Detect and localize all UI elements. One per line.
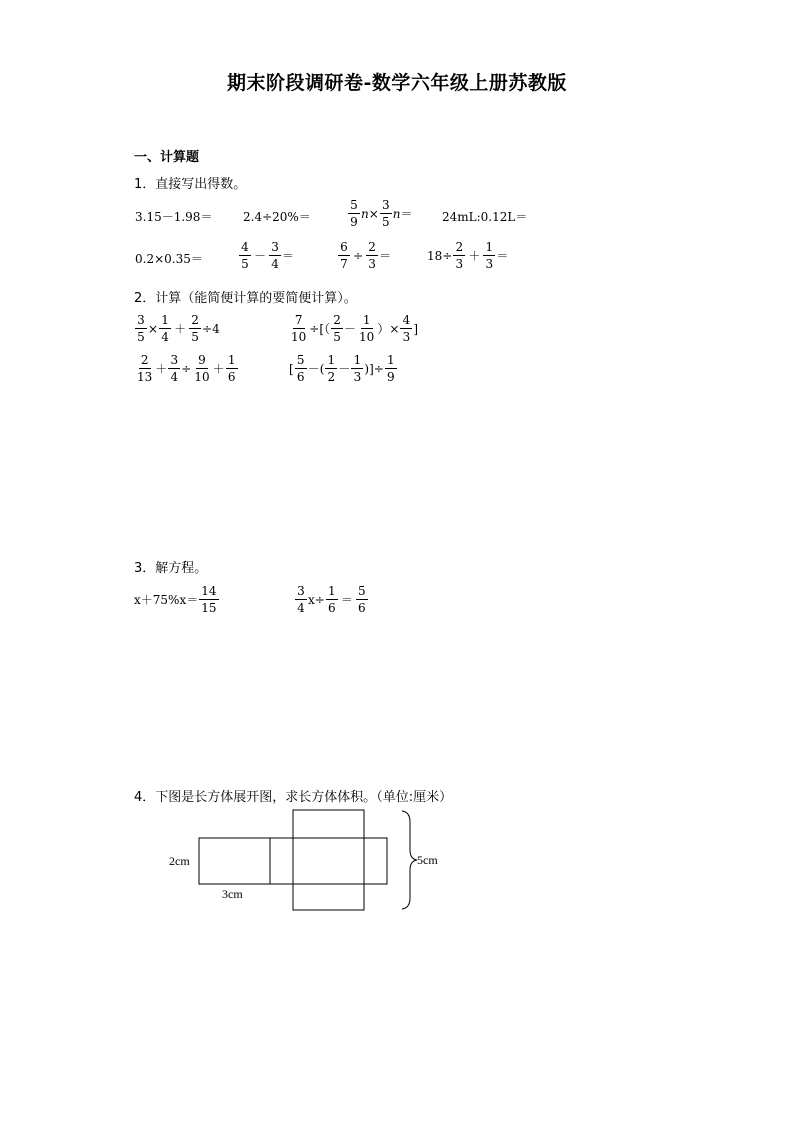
brace-icon [402, 811, 417, 909]
fraction: $\frac{1}{9}$ [385, 354, 397, 383]
q3-equation-1: x＋75%x＝ $\frac{14}{15}$ [134, 584, 217, 615]
q3-equation-2: $\frac{3}{4}$ x÷ $\frac{1}{6}$ ＝ $\frac{5}{6}$ [294, 585, 369, 614]
q2-expression-2: $\frac{7}{10}$ ÷[（ $\frac{2}{5}$ － $\frac{1}{10}$ ）× $\frac{4}{3}$ ] [291, 313, 419, 344]
fraction: $\frac{3}{4}$ [168, 354, 180, 383]
height-label: 2cm [169, 854, 190, 868]
page-title: 期末阶段调研卷-数学六年级上册苏教版 [227, 72, 567, 94]
fraction: $\frac{7}{10}$ [291, 313, 307, 344]
fraction: $\frac{1}{6}$ [326, 585, 338, 614]
fraction: $\frac{2}{5}$ [331, 314, 343, 343]
fraction: $\frac{14}{15}$ [201, 584, 217, 615]
fraction: $\frac{2}{3}$ [453, 241, 465, 270]
question-2-label: 2．计算（能简便计算的要简便计算）。 [134, 291, 357, 306]
fraction: $\frac{6}{7}$ [338, 241, 350, 270]
q2-expression-1: $\frac{3}{5}$ × $\frac{1}{4}$ ＋ $\frac{2}{5}$ ÷4 [134, 314, 220, 343]
fraction: $\frac{1}{2}$ [325, 354, 337, 383]
fraction: $\frac{4}{5}$ [239, 241, 251, 270]
fraction: $\frac{2}{3}$ [366, 241, 378, 270]
fraction: $\frac{5}{6}$ [295, 354, 307, 383]
width-label: 3cm [222, 887, 243, 901]
fraction: $\frac{3}{4}$ [269, 241, 281, 270]
fraction: $\frac{5}{6}$ [356, 585, 368, 614]
net-center-column [293, 810, 364, 910]
q1-item-h: 18÷ $\frac{2}{3}$ ＋ $\frac{1}{3}$ ＝ [427, 240, 509, 271]
q1-item-b: 2.4÷20%＝ [243, 210, 311, 224]
q1-item-g: $\frac{6}{7}$ ÷ $\frac{2}{3}$ ＝ [337, 241, 391, 270]
fraction: $\frac{1}{6}$ [226, 354, 238, 383]
fraction: $\frac{1}{4}$ [159, 314, 171, 343]
question-1-label: 1．直接写出得数。 [134, 177, 247, 192]
q1-item-c: $\frac{5}{9}$ n × $\frac{3}{5}$ n ＝ [347, 199, 413, 228]
question-3-label: 3．解方程。 [134, 561, 208, 576]
fraction: $\frac{2}{13}$ [137, 353, 153, 384]
q1-item-a: 3.15－1.98＝ [135, 210, 213, 224]
fraction: $\frac{1}{3}$ [483, 241, 495, 270]
fraction: $\frac{9}{10}$ [194, 353, 210, 384]
q1-item-e: 0.2×0.35＝ [135, 252, 203, 266]
fraction: $\frac{4}{3}$ [400, 314, 412, 343]
fraction: $\frac{3}{5}$ [380, 199, 392, 228]
fraction: $\frac{5}{9}$ [348, 199, 360, 228]
fraction: $\frac{3}{4}$ [295, 585, 307, 614]
question-4-label: 4．下图是长方体展开图，求长方体体积。（单位:厘米） [134, 790, 453, 805]
fraction: $\frac{3}{5}$ [135, 314, 147, 343]
fraction: $\frac{1}{10}$ [359, 313, 375, 344]
fraction: $\frac{1}{3}$ [351, 354, 363, 383]
q2-expression-3: $\frac{2}{13}$ ＋ $\frac{3}{4}$ ÷ $\frac{9}{10}$ ＋ $\frac{1}{6}$ [134, 354, 239, 383]
fraction: $\frac{2}{5}$ [189, 314, 201, 343]
q2-expression-4: [ $\frac{5}{6}$ －( $\frac{1}{2}$ － $\frac{1}{3}$ )]÷ $\frac{1}{9}$ [289, 354, 398, 383]
q1-item-d: 24mL:0.12L＝ [442, 210, 528, 224]
total-length-label: 5cm [417, 853, 438, 867]
section-heading-calculation: 一、计算题 [134, 150, 200, 165]
q1-item-f: $\frac{4}{5}$ － $\frac{3}{4}$ ＝ [238, 241, 294, 270]
